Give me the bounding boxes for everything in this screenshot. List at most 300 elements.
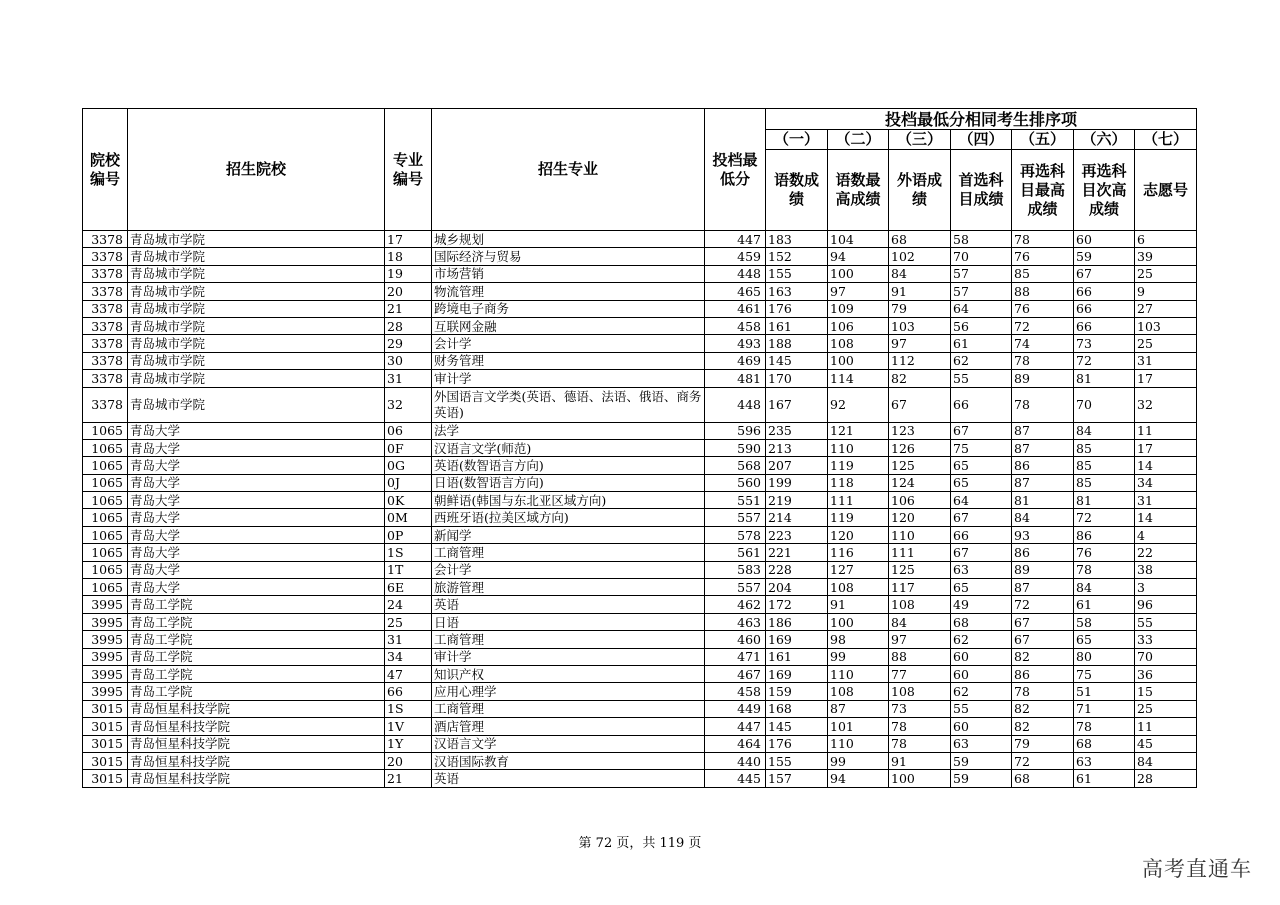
cell-sort-4: 62	[951, 352, 1012, 369]
table-row	[83, 492, 1197, 509]
cell-sort-4: 70	[951, 248, 1012, 265]
cell-sort-3: 112	[889, 352, 951, 369]
cell-school-code: 3015	[83, 770, 128, 787]
cell-min-score: 448	[705, 265, 766, 282]
header-sort-label: 志愿号	[1135, 150, 1197, 231]
cell-sort-6: 78	[1074, 561, 1135, 578]
cell-sort-4: 66	[951, 526, 1012, 543]
cell-sort-2: 97	[828, 283, 889, 300]
cell-sort-1: 199	[766, 474, 828, 491]
cell-major-name: 英语	[432, 596, 705, 613]
cell-sort-2: 99	[828, 752, 889, 769]
cell-major-code: 1T	[385, 561, 432, 578]
header-school-name: 招生院校	[128, 109, 385, 231]
cell-sort-1: 204	[766, 579, 828, 596]
cell-school-name: 青岛大学	[128, 439, 385, 456]
cell-school-name: 青岛城市学院	[128, 300, 385, 317]
cell-school-code: 1065	[83, 439, 128, 456]
cell-sort-2: 104	[828, 231, 889, 248]
cell-min-score: 568	[705, 457, 766, 474]
cell-sort-5: 78	[1012, 387, 1074, 422]
cell-major-code: 1V	[385, 718, 432, 735]
cell-sort-6: 86	[1074, 526, 1135, 543]
cell-min-score: 463	[705, 613, 766, 630]
cell-sort-6: 66	[1074, 317, 1135, 334]
cell-major-name: 法学	[432, 422, 705, 439]
cell-sort-2: 110	[828, 735, 889, 752]
cell-major-code: 17	[385, 231, 432, 248]
cell-major-name: 外国语言文学类(英语、德语、法语、俄语、商务英语)	[432, 387, 705, 422]
cell-sort-4: 65	[951, 474, 1012, 491]
cell-sort-2: 100	[828, 613, 889, 630]
table-row	[83, 335, 1197, 352]
cell-sort-7: 22	[1135, 544, 1197, 561]
cell-sort-7: 33	[1135, 631, 1197, 648]
cell-major-name: 财务管理	[432, 352, 705, 369]
cell-school-name: 青岛恒星科技学院	[128, 718, 385, 735]
cell-sort-4: 67	[951, 422, 1012, 439]
cell-school-code: 3378	[83, 265, 128, 282]
cell-sort-6: 85	[1074, 474, 1135, 491]
cell-sort-1: 155	[766, 265, 828, 282]
cell-major-name: 汉语国际教育	[432, 752, 705, 769]
table-row	[83, 648, 1197, 665]
cell-sort-4: 65	[951, 579, 1012, 596]
cell-sort-3: 68	[889, 231, 951, 248]
cell-sort-4: 55	[951, 370, 1012, 387]
cell-sort-3: 103	[889, 317, 951, 334]
cell-sort-7: 31	[1135, 492, 1197, 509]
table-row	[83, 526, 1197, 543]
cell-sort-2: 110	[828, 439, 889, 456]
cell-min-score: 583	[705, 561, 766, 578]
cell-major-name: 互联网金融	[432, 317, 705, 334]
cell-major-code: 0G	[385, 457, 432, 474]
cell-sort-2: 121	[828, 422, 889, 439]
cell-school-code: 1065	[83, 526, 128, 543]
cell-school-code: 1065	[83, 457, 128, 474]
cell-sort-3: 78	[889, 735, 951, 752]
cell-sort-5: 86	[1012, 544, 1074, 561]
cell-sort-5: 79	[1012, 735, 1074, 752]
cell-school-code: 3378	[83, 283, 128, 300]
header-sort-group: 投档最低分相同考生排序项	[766, 109, 1197, 130]
cell-school-name: 青岛大学	[128, 579, 385, 596]
cell-school-code: 3995	[83, 683, 128, 700]
cell-school-code: 1065	[83, 422, 128, 439]
cell-major-code: 21	[385, 770, 432, 787]
cell-sort-3: 124	[889, 474, 951, 491]
cell-sort-5: 74	[1012, 335, 1074, 352]
header-school-code: 院校编号	[83, 109, 128, 231]
cell-sort-1: 168	[766, 700, 828, 717]
cell-sort-1: 170	[766, 370, 828, 387]
cell-major-code: 28	[385, 317, 432, 334]
header-sort-label: 再选科目次高成绩	[1074, 150, 1135, 231]
cell-sort-5: 78	[1012, 231, 1074, 248]
cell-sort-4: 64	[951, 492, 1012, 509]
cell-major-name: 会计学	[432, 561, 705, 578]
cell-sort-6: 61	[1074, 770, 1135, 787]
cell-major-name: 知识产权	[432, 665, 705, 682]
cell-sort-3: 126	[889, 439, 951, 456]
cell-sort-3: 106	[889, 492, 951, 509]
cell-school-code: 3378	[83, 248, 128, 265]
header-sort-index: （二）	[828, 130, 889, 150]
cell-sort-4: 75	[951, 439, 1012, 456]
cell-sort-4: 68	[951, 613, 1012, 630]
cell-sort-2: 98	[828, 631, 889, 648]
cell-sort-2: 91	[828, 596, 889, 613]
cell-sort-3: 91	[889, 752, 951, 769]
cell-sort-6: 84	[1074, 579, 1135, 596]
cell-school-name: 青岛城市学院	[128, 352, 385, 369]
cell-sort-6: 67	[1074, 265, 1135, 282]
cell-sort-5: 87	[1012, 579, 1074, 596]
header-major-name: 招生专业	[432, 109, 705, 231]
cell-sort-3: 102	[889, 248, 951, 265]
cell-sort-7: 14	[1135, 457, 1197, 474]
cell-min-score: 557	[705, 509, 766, 526]
cell-min-score: 469	[705, 352, 766, 369]
cell-major-code: 47	[385, 665, 432, 682]
cell-sort-1: 152	[766, 248, 828, 265]
cell-sort-6: 78	[1074, 718, 1135, 735]
cell-sort-4: 67	[951, 509, 1012, 526]
cell-major-code: 0J	[385, 474, 432, 491]
cell-sort-1: 145	[766, 352, 828, 369]
cell-major-name: 酒店管理	[432, 718, 705, 735]
cell-school-code: 3995	[83, 665, 128, 682]
cell-school-name: 青岛城市学院	[128, 265, 385, 282]
cell-sort-5: 76	[1012, 248, 1074, 265]
cell-sort-6: 72	[1074, 352, 1135, 369]
cell-min-score: 467	[705, 665, 766, 682]
cell-sort-2: 108	[828, 683, 889, 700]
cell-school-code: 3995	[83, 613, 128, 630]
cell-min-score: 462	[705, 596, 766, 613]
table-row	[83, 613, 1197, 630]
cell-sort-7: 38	[1135, 561, 1197, 578]
cell-school-name: 青岛大学	[128, 474, 385, 491]
cell-school-name: 青岛恒星科技学院	[128, 752, 385, 769]
cell-min-score: 447	[705, 718, 766, 735]
header-sort-label: 语数最高成绩	[828, 150, 889, 231]
cell-school-code: 3995	[83, 648, 128, 665]
header-sort-label: 再选科目最高成绩	[1012, 150, 1074, 231]
cell-sort-1: 176	[766, 735, 828, 752]
table-row	[83, 509, 1197, 526]
cell-sort-6: 72	[1074, 509, 1135, 526]
table-row	[83, 317, 1197, 334]
cell-min-score: 447	[705, 231, 766, 248]
cell-sort-4: 62	[951, 683, 1012, 700]
cell-sort-6: 85	[1074, 457, 1135, 474]
cell-sort-1: 207	[766, 457, 828, 474]
cell-school-code: 3015	[83, 735, 128, 752]
cell-school-name: 青岛工学院	[128, 648, 385, 665]
cell-sort-7: 15	[1135, 683, 1197, 700]
cell-school-code: 3378	[83, 387, 128, 422]
cell-sort-4: 58	[951, 231, 1012, 248]
cell-min-score: 448	[705, 387, 766, 422]
cell-major-code: 21	[385, 300, 432, 317]
cell-school-name: 青岛城市学院	[128, 370, 385, 387]
cell-sort-5: 67	[1012, 631, 1074, 648]
cell-sort-2: 114	[828, 370, 889, 387]
cell-sort-4: 59	[951, 752, 1012, 769]
header-sort-index: （七）	[1135, 130, 1197, 150]
cell-min-score: 481	[705, 370, 766, 387]
table-header	[83, 109, 1197, 231]
cell-sort-6: 66	[1074, 283, 1135, 300]
admission-score-table	[82, 108, 1197, 788]
cell-min-score: 590	[705, 439, 766, 456]
cell-major-code: 31	[385, 370, 432, 387]
cell-sort-2: 120	[828, 526, 889, 543]
cell-sort-5: 84	[1012, 509, 1074, 526]
cell-sort-4: 56	[951, 317, 1012, 334]
cell-school-name: 青岛城市学院	[128, 317, 385, 334]
cell-school-name: 青岛大学	[128, 509, 385, 526]
cell-major-name: 应用心理学	[432, 683, 705, 700]
cell-sort-2: 127	[828, 561, 889, 578]
cell-sort-1: 183	[766, 231, 828, 248]
cell-sort-7: 70	[1135, 648, 1197, 665]
cell-sort-2: 99	[828, 648, 889, 665]
cell-school-name: 青岛城市学院	[128, 231, 385, 248]
cell-sort-1: 159	[766, 683, 828, 700]
cell-sort-6: 80	[1074, 648, 1135, 665]
cell-school-name: 青岛城市学院	[128, 283, 385, 300]
cell-sort-2: 87	[828, 700, 889, 717]
cell-sort-5: 85	[1012, 265, 1074, 282]
cell-sort-7: 14	[1135, 509, 1197, 526]
cell-sort-3: 123	[889, 422, 951, 439]
table-row	[83, 561, 1197, 578]
cell-sort-2: 108	[828, 335, 889, 352]
cell-school-name: 青岛恒星科技学院	[128, 770, 385, 787]
header-sort-label: 语数成绩	[766, 150, 828, 231]
cell-major-code: 1S	[385, 700, 432, 717]
table-row	[83, 352, 1197, 369]
cell-major-name: 物流管理	[432, 283, 705, 300]
table-row	[83, 683, 1197, 700]
cell-min-score: 465	[705, 283, 766, 300]
cell-major-name: 城乡规划	[432, 231, 705, 248]
cell-major-code: 0P	[385, 526, 432, 543]
cell-major-name: 朝鲜语(韩国与东北亚区域方向)	[432, 492, 705, 509]
cell-major-name: 审计学	[432, 370, 705, 387]
cell-sort-6: 84	[1074, 422, 1135, 439]
cell-school-name: 青岛大学	[128, 544, 385, 561]
cell-sort-4: 65	[951, 457, 1012, 474]
page-number: 第 72 页，共 119 页	[578, 836, 702, 851]
cell-sort-6: 58	[1074, 613, 1135, 630]
cell-sort-4: 57	[951, 283, 1012, 300]
cell-min-score: 458	[705, 683, 766, 700]
cell-sort-1: 172	[766, 596, 828, 613]
cell-min-score: 460	[705, 631, 766, 648]
cell-sort-3: 88	[889, 648, 951, 665]
cell-sort-4: 63	[951, 561, 1012, 578]
cell-school-code: 1065	[83, 561, 128, 578]
cell-sort-6: 81	[1074, 492, 1135, 509]
cell-sort-7: 25	[1135, 700, 1197, 717]
cell-sort-5: 72	[1012, 596, 1074, 613]
cell-sort-7: 17	[1135, 439, 1197, 456]
cell-school-code: 1065	[83, 509, 128, 526]
cell-sort-5: 87	[1012, 439, 1074, 456]
cell-major-code: 1Y	[385, 735, 432, 752]
cell-sort-7: 3	[1135, 579, 1197, 596]
cell-sort-6: 59	[1074, 248, 1135, 265]
cell-school-code: 3015	[83, 700, 128, 717]
cell-major-name: 西班牙语(拉美区域方向)	[432, 509, 705, 526]
cell-sort-2: 100	[828, 352, 889, 369]
cell-sort-1: 235	[766, 422, 828, 439]
cell-sort-1: 219	[766, 492, 828, 509]
table-row	[83, 370, 1197, 387]
cell-major-code: 66	[385, 683, 432, 700]
cell-sort-5: 81	[1012, 492, 1074, 509]
cell-sort-6: 81	[1074, 370, 1135, 387]
table-row	[83, 700, 1197, 717]
cell-sort-5: 72	[1012, 752, 1074, 769]
header-min-score: 投档最低分	[705, 109, 766, 231]
cell-sort-7: 103	[1135, 317, 1197, 334]
cell-major-name: 审计学	[432, 648, 705, 665]
cell-sort-4: 61	[951, 335, 1012, 352]
cell-major-name: 工商管理	[432, 544, 705, 561]
cell-school-name: 青岛工学院	[128, 683, 385, 700]
cell-school-name: 青岛大学	[128, 422, 385, 439]
cell-sort-3: 67	[889, 387, 951, 422]
cell-major-code: 06	[385, 422, 432, 439]
cell-sort-2: 118	[828, 474, 889, 491]
cell-sort-6: 76	[1074, 544, 1135, 561]
cell-major-name: 日语(数智语言方向)	[432, 474, 705, 491]
cell-sort-5: 82	[1012, 700, 1074, 717]
cell-major-code: 25	[385, 613, 432, 630]
header-sort-index: （三）	[889, 130, 951, 150]
cell-sort-4: 60	[951, 665, 1012, 682]
cell-major-code: 0F	[385, 439, 432, 456]
cell-sort-6: 70	[1074, 387, 1135, 422]
cell-min-score: 461	[705, 300, 766, 317]
cell-school-name: 青岛工学院	[128, 596, 385, 613]
cell-school-name: 青岛恒星科技学院	[128, 700, 385, 717]
cell-school-name: 青岛工学院	[128, 613, 385, 630]
header-sort-index: （六）	[1074, 130, 1135, 150]
cell-sort-1: 186	[766, 613, 828, 630]
cell-school-code: 3995	[83, 631, 128, 648]
cell-sort-1: 161	[766, 648, 828, 665]
cell-sort-3: 125	[889, 457, 951, 474]
cell-major-name: 汉语言文学	[432, 735, 705, 752]
cell-sort-4: 66	[951, 387, 1012, 422]
cell-major-code: 20	[385, 752, 432, 769]
cell-sort-7: 96	[1135, 596, 1197, 613]
cell-sort-1: 157	[766, 770, 828, 787]
cell-major-code: 6E	[385, 579, 432, 596]
cell-school-name: 青岛大学	[128, 561, 385, 578]
cell-sort-2: 110	[828, 665, 889, 682]
cell-sort-4: 63	[951, 735, 1012, 752]
table-row	[83, 265, 1197, 282]
cell-school-code: 3015	[83, 718, 128, 735]
table-row	[83, 735, 1197, 752]
cell-school-code: 1065	[83, 544, 128, 561]
cell-school-code: 3378	[83, 370, 128, 387]
cell-sort-4: 60	[951, 718, 1012, 735]
cell-sort-2: 94	[828, 248, 889, 265]
table-row	[83, 631, 1197, 648]
cell-major-code: 30	[385, 352, 432, 369]
table-row	[83, 248, 1197, 265]
cell-major-code: 19	[385, 265, 432, 282]
cell-sort-6: 60	[1074, 231, 1135, 248]
cell-sort-1: 213	[766, 439, 828, 456]
cell-min-score: 464	[705, 735, 766, 752]
cell-sort-7: 32	[1135, 387, 1197, 422]
cell-sort-6: 65	[1074, 631, 1135, 648]
cell-sort-5: 82	[1012, 718, 1074, 735]
table-row	[83, 422, 1197, 439]
header-sort-label: 外语成绩	[889, 150, 951, 231]
cell-sort-6: 85	[1074, 439, 1135, 456]
cell-sort-5: 82	[1012, 648, 1074, 665]
cell-school-name: 青岛城市学院	[128, 248, 385, 265]
cell-sort-2: 111	[828, 492, 889, 509]
cell-min-score: 493	[705, 335, 766, 352]
cell-sort-7: 6	[1135, 231, 1197, 248]
header-sort-label: 首选科目成绩	[951, 150, 1012, 231]
cell-min-score: 445	[705, 770, 766, 787]
cell-sort-1: 169	[766, 665, 828, 682]
cell-major-name: 国际经济与贸易	[432, 248, 705, 265]
cell-major-code: 24	[385, 596, 432, 613]
cell-school-name: 青岛城市学院	[128, 387, 385, 422]
cell-sort-1: 163	[766, 283, 828, 300]
header-sort-index: （五）	[1012, 130, 1074, 150]
cell-sort-1: 167	[766, 387, 828, 422]
cell-school-code: 3378	[83, 352, 128, 369]
cell-sort-1: 176	[766, 300, 828, 317]
cell-school-name: 青岛工学院	[128, 665, 385, 682]
cell-major-name: 新闻学	[432, 526, 705, 543]
cell-major-name: 汉语言文学(师范)	[432, 439, 705, 456]
cell-sort-7: 17	[1135, 370, 1197, 387]
cell-major-code: 32	[385, 387, 432, 422]
cell-sort-3: 77	[889, 665, 951, 682]
cell-sort-6: 75	[1074, 665, 1135, 682]
table-row	[83, 457, 1197, 474]
cell-school-code: 3378	[83, 300, 128, 317]
cell-major-code: 31	[385, 631, 432, 648]
cell-major-code: 20	[385, 283, 432, 300]
table-row	[83, 665, 1197, 682]
cell-major-name: 日语	[432, 613, 705, 630]
cell-sort-1: 188	[766, 335, 828, 352]
cell-min-score: 440	[705, 752, 766, 769]
header-major-code: 专业编号	[385, 109, 432, 231]
cell-min-score: 596	[705, 422, 766, 439]
cell-sort-3: 84	[889, 265, 951, 282]
cell-sort-2: 119	[828, 509, 889, 526]
cell-major-name: 旅游管理	[432, 579, 705, 596]
cell-min-score: 449	[705, 700, 766, 717]
